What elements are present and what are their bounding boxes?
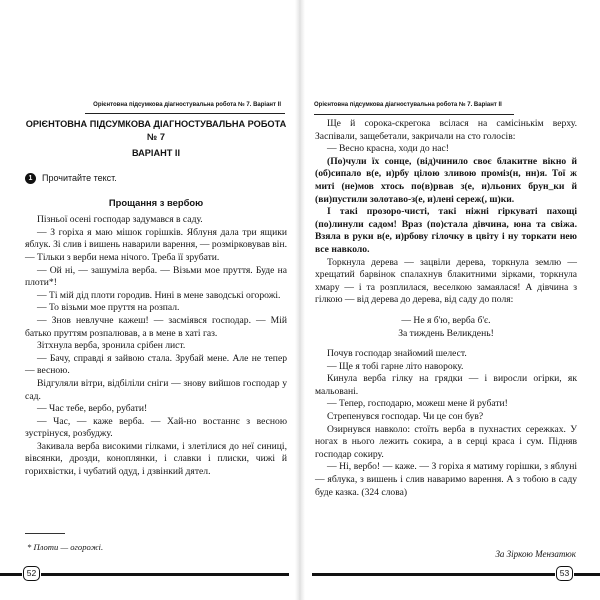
paragraph: — Тепер, господарю, можеш мене й рубати!: [327, 398, 508, 410]
bottom-rule: [41, 573, 289, 576]
running-head-right: Орієнтовна підсумкова діагностувальна робота № 7. Варіант ІІ: [314, 102, 514, 115]
task-instruction: [25, 172, 287, 185]
paragraph: — З горіха я маю мішок горішків. Яблуня дала три ящики яблук. Зі слив і вишень наварили варення, — розмірковував він. — Тільки з верби нема нічого. Треба її зрубати.: [25, 226, 287, 263]
bottom-rule: [312, 573, 555, 576]
exercise-paragraph: (По)чули їх сонце, (від)чинило своє блакитне вікно й (об)сипало в(е, и)рбу цілою зливою проміз(н, нн)я. Тої ж миті (не)мов хтось по(в)рвав з(е, и)льоних брун_ки й (ви)пустили золотаво-з(е, и)лені сереж(, ш)ки.: [315, 155, 577, 205]
right-page: [300, 0, 600, 600]
paragraph: Стрепенувся господар. Чи це сон був?: [327, 411, 484, 423]
running-head-left: Орієнтовна підсумкова діагностувальна робота № 7. Варіант ІІ: [85, 102, 285, 114]
poem-line: — Не я б'ю, верба б'є.: [401, 314, 491, 326]
paragraph: Торкнула дерева — зацвіли дерева, торкнула землю — хрещатий барвінок спалахнув блакитними зірками, торкнула хмару — і та розплилася, веселкою замаялася! А дівчина з гілкою — від дерева до дерева, від саду до поля:: [315, 256, 577, 306]
paragraph: Закивала верба високими гілками, і злетілися до неї синиці, вівсянки, дрозди, коноплянки, і славки і плиски, чижі й горихвістки, і чубатий одуд, і дзвінкий дятел.: [25, 440, 287, 478]
page-number: 53: [556, 566, 573, 581]
task-text: Прочитайте текст.: [42, 173, 117, 183]
poem: [315, 315, 577, 340]
author-credit: За Зіркою Мензатюк: [495, 549, 576, 559]
paragraph: — Ой ні, — зашуміла верба. — Візьми мое пруття. Буде на плоти*!: [25, 264, 287, 289]
paragraph: Пізньої осені господар задумався в саду.: [37, 214, 203, 226]
paragraph: — Ті мій дід плоти городив. Нині в мене заводські огорожі.: [37, 289, 281, 301]
poem-line: За тиждень Великдень!: [398, 327, 494, 339]
paragraph: Ще й сорока-скрегока всілася на самісінькім верху. Заспівали, защебетали, закричали на сто голосів:: [315, 118, 577, 142]
left-content: [25, 118, 287, 479]
paragraph: Відгуляли вітри, відбіліли сніги — знову вийшов господар у сад.: [25, 377, 287, 402]
paragraph: — Знов невлучне кажеш! — засміявся господар. — Мій батько пруттям розпалював, а в мене в хаті газ.: [25, 314, 287, 339]
paragraph: — Ще я тобі гарне літо навороку.: [327, 360, 464, 372]
paragraph: Зітхнула верба, зронила срібен лист.: [37, 340, 186, 352]
variant-label: ВАРІАНТ ІІ: [131, 148, 181, 158]
paragraph: — Ні, вербо! — каже. — З горіха я матиму горішки, з яблуні — яблука, з вишень і слив наваримо варення. А з тобою в саду буде казка. (324 слова): [315, 461, 577, 498]
paragraph: — Час тебе, вербо, рубати!: [37, 403, 148, 415]
exercise-paragraph: І такі прозоро-чисті, такі ніжні гіркуваті пахощі (по)линули садом! Враз (по)стала дівчина, юна та свіжа. Взяла в руки в(е, и)рбову гілочку в цвіту і ну торкати нею все навколо.: [315, 206, 577, 255]
story-title: Прощання з вербою: [108, 196, 204, 208]
paragraph: — Бачу, справді я зайвою стала. Зрубай мене. Але не тепер — весною.: [25, 352, 287, 377]
paragraph: Почув господар знайомий шелест.: [327, 348, 467, 360]
task-number-badge: 1: [25, 173, 36, 184]
footnote-divider: [25, 533, 65, 534]
bottom-rule: [574, 573, 600, 576]
footnote: * Плоти — огорожі.: [27, 542, 104, 552]
work-title: ОРІЄНТОВНА ПІДСУМКОВА ДІАГНОСТУВАЛЬНА РОБОТА № 7: [25, 119, 287, 142]
paragraph: — То візьми мое пруття на розпал.: [37, 302, 180, 314]
paragraph: — Час, — каже верба. — Хай-но востаннє з весною зустрінуся, розбуджу.: [25, 415, 287, 440]
paragraph: Озирнувся навколо: стоїть верба в пухнастих сережках. У ногах в нього лежить сокира, а в серці краса і сум. Підняв господар сокиру.: [315, 423, 577, 460]
paragraph: — Весно красна, ходи до нас!: [327, 143, 449, 155]
bottom-rule: [0, 573, 22, 576]
paragraph: Кинула верба гілку на грядки — і виросли огірки, як мальовані.: [315, 373, 577, 397]
right-content: [315, 118, 577, 499]
page-number: 52: [23, 566, 40, 581]
